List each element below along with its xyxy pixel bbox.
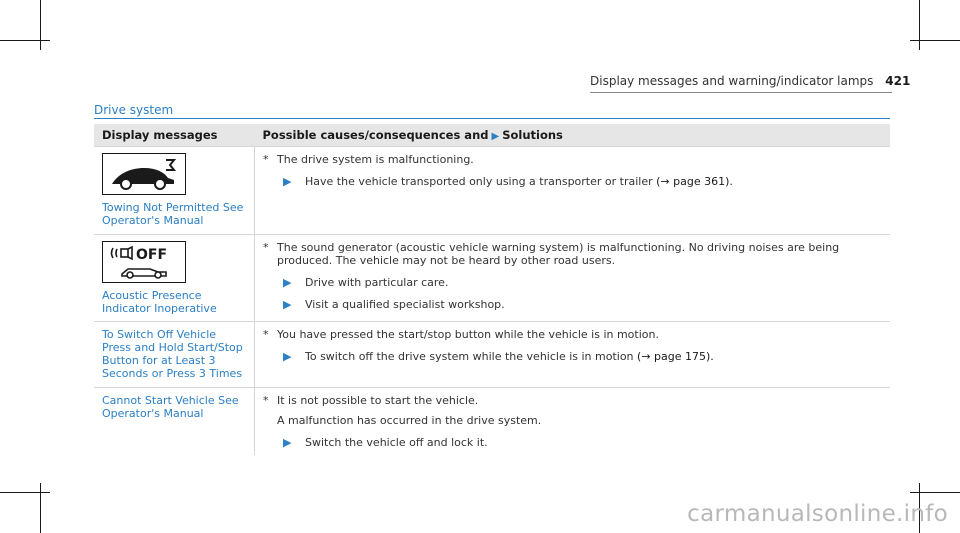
display-message: Acoustic Presence Indicator Inoperative bbox=[102, 289, 217, 315]
solution-step bbox=[283, 276, 882, 289]
step-text: To switch off the drive system while the vehicle is in motion bbox=[305, 350, 638, 363]
step-arrow-icon: ▶ bbox=[283, 298, 292, 311]
cause-text: You have pressed the start/stop button while the vehicle is in motion. bbox=[277, 328, 659, 341]
step-text: Drive with particular care. bbox=[305, 276, 449, 289]
page-reference[interactable]: (→ page 175). bbox=[637, 350, 714, 363]
page-reference-label: (→ page bbox=[656, 175, 705, 188]
step-arrow-icon: ▶ bbox=[283, 350, 292, 363]
section-rule bbox=[94, 118, 890, 119]
page-number: 421 bbox=[885, 74, 911, 88]
cause-text: The drive system is malfunctioning. bbox=[277, 153, 474, 166]
bullet-star: * bbox=[263, 153, 269, 166]
solution-step bbox=[283, 350, 882, 363]
step-arrow-icon: ▶ bbox=[283, 175, 292, 188]
cause-text: It is not possible to start the vehicle. bbox=[277, 394, 479, 407]
causes-cell bbox=[255, 322, 891, 388]
solution-step bbox=[283, 175, 882, 188]
page-reference-number: 361 bbox=[704, 175, 726, 188]
column-header-messages: Display messages bbox=[94, 124, 255, 147]
header-rule bbox=[590, 92, 892, 93]
crop-mark bbox=[40, 0, 41, 50]
table-header-row bbox=[94, 124, 890, 147]
svg-text:OFF: OFF bbox=[136, 247, 168, 263]
cause-item bbox=[263, 241, 882, 267]
causes-cell bbox=[255, 235, 891, 322]
crop-mark bbox=[0, 40, 50, 41]
causes-cell bbox=[255, 147, 891, 235]
running-header bbox=[590, 74, 910, 88]
cause-text: The sound generator (acoustic vehicle warning system) is malfunctioning. No driving noises are being produced. The vehicle may not be heard by other road users. bbox=[277, 241, 840, 267]
crop-mark bbox=[40, 483, 41, 533]
message-cell bbox=[94, 235, 255, 322]
crop-mark bbox=[919, 0, 920, 50]
solution-step bbox=[283, 436, 882, 449]
crop-mark bbox=[910, 40, 960, 41]
cause-item bbox=[263, 328, 882, 341]
cause-item bbox=[263, 394, 882, 407]
column-header-causes bbox=[255, 124, 891, 147]
crop-mark bbox=[910, 492, 960, 493]
step-text: Switch the vehicle off and lock it. bbox=[305, 436, 488, 449]
page-reference[interactable]: (→ page 361). bbox=[656, 175, 733, 188]
step-arrow-icon: ▶ bbox=[283, 276, 292, 289]
message-cell bbox=[94, 322, 255, 388]
towing-vehicle-icon bbox=[102, 153, 186, 195]
step-text: Visit a qualified specialist workshop. bbox=[305, 298, 505, 311]
display-message: Cannot Start Vehicle See Operator's Manual bbox=[102, 394, 239, 420]
messages-table bbox=[94, 124, 890, 455]
crop-mark bbox=[0, 492, 50, 493]
message-cell bbox=[94, 147, 255, 235]
bullet-star: * bbox=[263, 241, 269, 254]
table-row bbox=[94, 388, 890, 456]
page-reference-number: 175 bbox=[685, 350, 707, 363]
acoustic-off-icon bbox=[102, 241, 186, 283]
table-row bbox=[94, 235, 890, 322]
bullet-star: * bbox=[263, 394, 269, 407]
table-row bbox=[94, 322, 890, 388]
display-message: Towing Not Permitted See Operator's Manual bbox=[102, 201, 244, 227]
bullet-star: * bbox=[263, 328, 269, 341]
solution-step bbox=[283, 298, 882, 311]
step-text: Have the vehicle transported only using a transporter or trailer bbox=[305, 175, 657, 188]
column-header-solutions-label: Solutions bbox=[502, 128, 563, 142]
cause-note: A malfunction has occurred in the drive system. bbox=[277, 414, 542, 427]
display-message: To Switch Off Vehicle Press and Hold Start/Stop Button for at Least 3 Seconds or Press 3 Times bbox=[102, 328, 243, 380]
column-header-causes-label: Possible causes/consequences and bbox=[262, 128, 489, 142]
section-title: Drive system bbox=[94, 103, 174, 117]
message-cell bbox=[94, 388, 255, 456]
cause-item bbox=[263, 153, 882, 166]
solutions-arrow-icon: ▶ bbox=[491, 131, 500, 142]
header-title: Display messages and warning/indicator lamps bbox=[590, 74, 874, 88]
table-row bbox=[94, 147, 890, 235]
step-arrow-icon: ▶ bbox=[283, 436, 292, 449]
causes-cell bbox=[255, 388, 891, 456]
watermark: carmanualsonline.info bbox=[687, 501, 948, 527]
page-reference-label: (→ page bbox=[637, 350, 686, 363]
